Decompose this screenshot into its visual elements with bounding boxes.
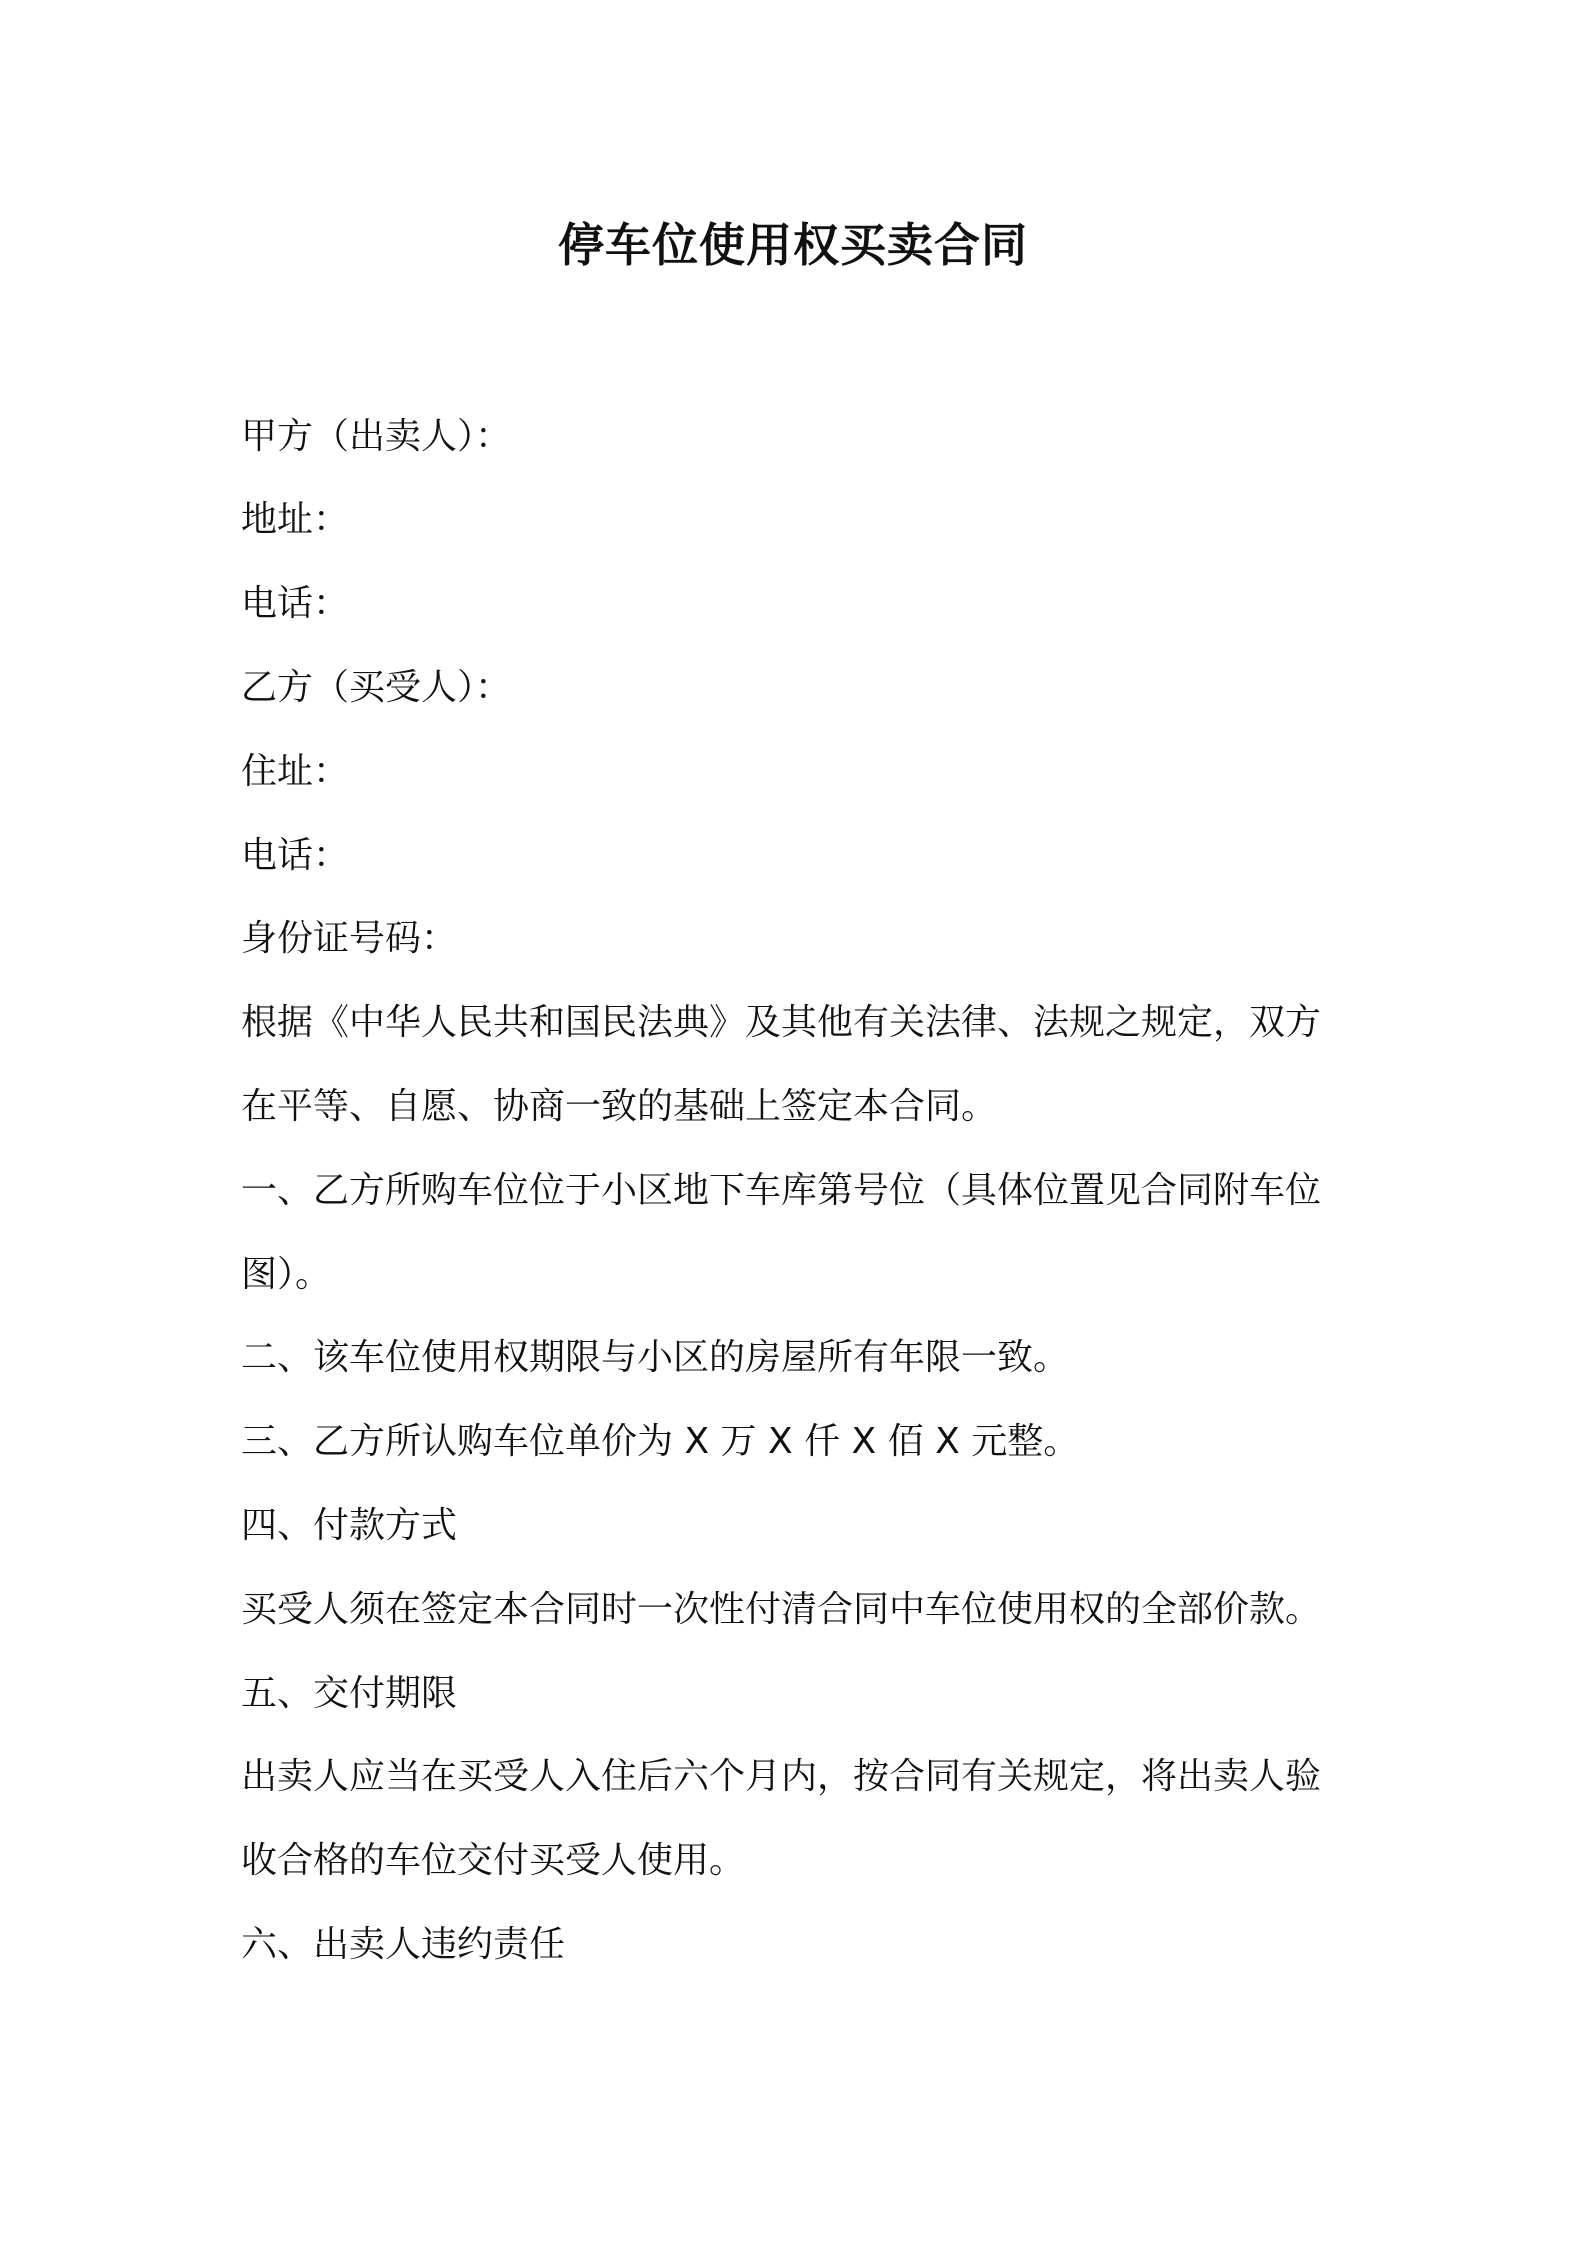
party-a-phone-line: 电话： — [241, 583, 350, 624]
party-b-phone-line: 电话： — [241, 835, 350, 876]
party-a-address-line: 地址： — [241, 499, 350, 540]
party-a-seller-line: 甲方（出卖人）： — [241, 416, 512, 457]
clause-5-body-line-2: 收合格的车位交付买受人使用。 — [241, 1840, 746, 1881]
clause-2-line: 二、该车位使用权期限与小区的房屋所有年限一致。 — [241, 1337, 1070, 1378]
clause-1-line-2: 图）。 — [241, 1254, 332, 1295]
preamble-line-2: 在平等、自愿、协商一致的基础上签定本合同。 — [241, 1086, 998, 1127]
clause-4-body: 买受人须在签定本合同时一次性付清合同中车位使用权的全部价款。 — [241, 1589, 1322, 1630]
clause-1-line-1: 一、乙方所购车位位于小区地下车库第号位（具体位置见合同附车位 — [241, 1170, 1322, 1211]
id-number-line: 身份证号码： — [241, 918, 458, 959]
party-b-buyer-line: 乙方（买受人）： — [241, 667, 512, 708]
preamble-line-1: 根据《中华人民共和国民法典》及其他有关法律、法规之规定，双方 — [241, 1002, 1322, 1043]
clause-5-body-line-1: 出卖人应当在买受人入住后六个月内，按合同有关规定，将出卖人验 — [241, 1756, 1322, 1797]
clause-3-line: 三、乙方所认购车位单价为 X 万 X 仟 X 佰 X 元整。 — [241, 1421, 1080, 1462]
clause-6-heading: 六、出卖人违约责任 — [241, 1924, 566, 1965]
document-title: 停车位使用权买卖合同 — [558, 218, 1028, 272]
party-b-address-line: 住址： — [241, 751, 350, 792]
clause-4-heading: 四、付款方式 — [241, 1505, 458, 1546]
clause-5-heading: 五、交付期限 — [241, 1673, 458, 1714]
